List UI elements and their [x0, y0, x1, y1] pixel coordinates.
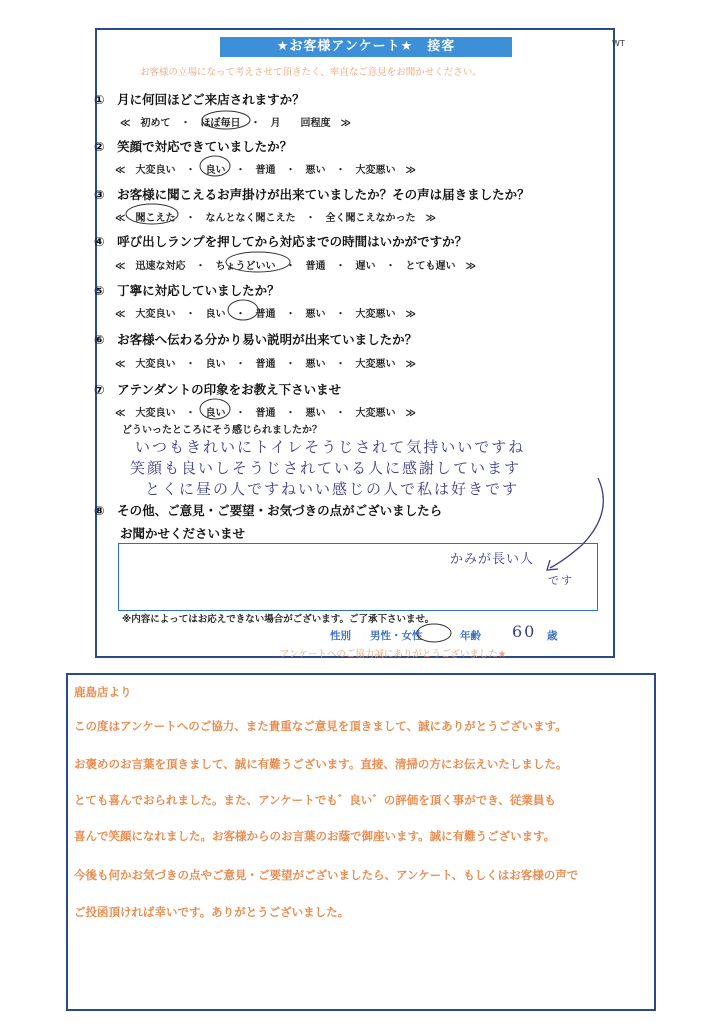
- handwritten-line-2: 笑顔も良いしそうじされている人に感謝しています: [130, 459, 522, 477]
- question-number: ④: [94, 234, 105, 249]
- question-5-options: ≪ 大変良い ・ 良い ・ 普通 ・ 悪い ・ 大変悪い ≫: [115, 309, 416, 320]
- reply-line-4: 喜んで笑顔になれました。お客様からのお言葉のお蔭で御座います。誠に有難うございます。: [74, 829, 556, 843]
- question-3-options: ≪ 聞こえた ・ なんとなく聞こえた ・ 全く聞こえなかった ≫: [115, 213, 436, 224]
- question-4: [94, 232, 467, 250]
- question-2-options: ≪ 大変良い ・ 良い ・ 普通 ・ 悪い ・ 大変悪い ≫: [115, 165, 416, 176]
- question-1: [94, 90, 305, 108]
- handwritten-box-note-2: です: [548, 574, 574, 587]
- question-5: [94, 281, 280, 299]
- gender-label: 性別: [330, 630, 351, 642]
- question-number: ⑧: [94, 503, 105, 518]
- question-number: ⑦: [94, 382, 105, 397]
- question-8-line-2: お聞かせくださいませ: [120, 526, 246, 541]
- reply-line-5: 今後も何かお気づきの点やご意見・ご要望がございましたら、アンケート、もしくはお客様の声で: [74, 868, 579, 882]
- question-6: [94, 330, 417, 348]
- reply-line-6: ご投函頂ければ幸いです。ありがとうございました。: [74, 905, 350, 919]
- form-code: WT: [612, 39, 625, 48]
- question-number: ①: [94, 92, 105, 107]
- handwritten-box-note: かみが長い人: [450, 552, 535, 567]
- question-4-options: ≪ 迅速な対応 ・ ちょうどいい ・ 普通 ・ 遅い ・ とても遅い ≫: [115, 261, 476, 272]
- question-number: ②: [94, 139, 105, 154]
- question-text: お客様に聞こえるお声掛けが出来ていましたか？その声は届きましたか？: [117, 187, 530, 202]
- question-text: お客様へ伝わる分かり易い説明が出来ていましたか？: [117, 332, 418, 347]
- question-text: アテンダントの印象をお教え下さいませ: [117, 382, 342, 397]
- question-7-followup: どういったところにそう感じられましたか？: [122, 425, 322, 436]
- question-2: [94, 137, 292, 155]
- question-text: その他、ご意見・ご要望・お気づきの点がございましたら: [117, 503, 443, 518]
- question-3: [94, 185, 530, 203]
- question-number: ⑥: [94, 332, 105, 347]
- disclaimer-note: ※内容によってはお応えできない場合がございます。ご了承下さいませ。: [122, 614, 435, 625]
- age-value: 60: [512, 622, 537, 641]
- handwritten-line-3: とくに昼の人ですねいい感じの人で私は好きです: [145, 480, 520, 498]
- reply-line-1: この度はアンケートへのご協力、また貴重なご意見を頂きまして、誠にありがとうございます。: [74, 719, 567, 733]
- question-number: ③: [94, 187, 105, 202]
- age-label: 年齢: [460, 630, 481, 642]
- survey-title: ★お客様アンケート★ 接客: [220, 37, 512, 57]
- gender-options: 男性・女性: [370, 630, 423, 642]
- handwritten-line-1: いつもきれいにトイレそうじされて気持いいですね: [135, 438, 526, 456]
- question-7: [94, 380, 341, 398]
- question-text: 月に何回ほどご来店されますか？: [117, 92, 305, 107]
- question-text: 笑顔で対応できていましたか？: [117, 139, 293, 154]
- question-8: [94, 501, 442, 519]
- question-7-options: ≪ 大変良い ・ 良い ・ 普通 ・ 悪い ・ 大変悪い ≫: [115, 408, 416, 419]
- question-1-options: ≪ 初めて ・ ほぼ毎日 ・ 月 回程度 ≫: [120, 118, 351, 129]
- question-6-options: ≪ 大変良い ・ 良い ・ 普通 ・ 悪い ・ 大変悪い ≫: [115, 359, 416, 370]
- reply-line-3: とても喜んでおられました。また、アンケートでも゛良い゛の評価を頂く事ができ、従業員も: [74, 793, 556, 807]
- survey-subtitle: お客様の立場になって考えさせて頂きたく、率直なご意見をお聞かせください。: [140, 67, 482, 78]
- question-text: 呼び出しランプを押してから対応までの時間はいかがですか？: [117, 234, 468, 249]
- question-number: ⑤: [94, 283, 105, 298]
- question-text: 丁寧に対応していましたか？: [117, 283, 280, 298]
- reply-heading: 鹿島店より: [74, 685, 132, 699]
- reply-line-2: お褒めのお言葉を頂きまして、誠に有難うございます。直接、清掃の方にお伝えいたしました。: [74, 757, 568, 771]
- age-unit: 歳: [547, 630, 558, 642]
- thanks-message: アンケートへのご協力誠にありがとうございました★: [280, 649, 507, 660]
